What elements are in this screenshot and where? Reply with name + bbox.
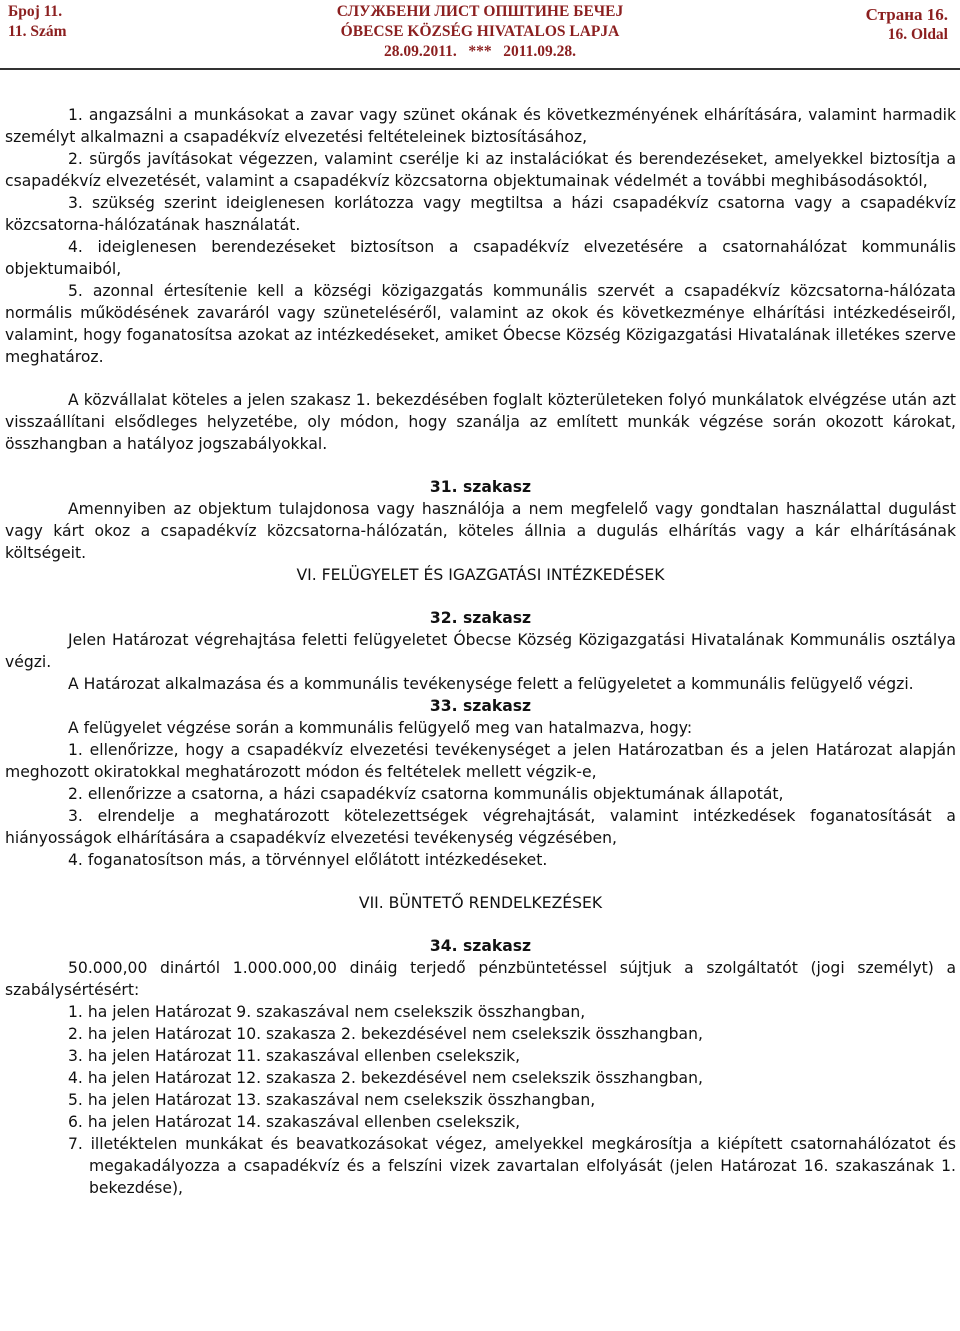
chapter-title: VII. BÜNTETŐ RENDELKEZÉSEK — [358, 894, 603, 912]
list-item: 6. ha jelen Határozat 14. szakaszával ellenben cselekszik, — [68, 1113, 521, 1131]
section-title: 31. szakasz — [429, 478, 532, 496]
list-item: 7. illetéktelen munkákat és beavatkozásokat végez, amelyekkel megkárosítja a kiépített csatornahálózatot és megakadályozza a csapadékvíz és a felszíni vizek zavartalan elfolyását (jelen Határozat 16. szakaszának 1. bekezdése), — [68, 1135, 956, 1197]
page-number-serbian: Страна 16. — [865, 5, 948, 24]
paragraph: 50.000,00 dinártól 1.000.000,00 dináig terjedő pénzbüntetéssel sújtjuk a szolgáltatót (jogi személyt) a szabálysértésért: — [5, 959, 956, 999]
list-item: 1. ha jelen Határozat 9. szakaszával nem cselekszik összhangban, — [68, 1003, 586, 1021]
list-item: 3. elrendelje a meghatározott kötelezettségek végrehajtását, valamint intézkedések foganatosítását a hiányosságok elhárítására a csapadékvíz elvezetési tevékenység végzésében, — [5, 807, 956, 847]
section-title: 33. szakasz — [429, 697, 532, 715]
publication-title-serbian: СЛУЖБЕНИ ЛИСТ ОПШТИНЕ БЕЧЕЈ — [336, 3, 624, 20]
chapter-title: VI. FELÜGYELET ÉS IGAZGATÁSI INTÉZKEDÉSEK — [296, 566, 665, 584]
publication-date: 28.09.2011. *** 2011.09.28. — [383, 43, 577, 60]
page-number — [866, 5, 948, 45]
header-divider — [0, 68, 960, 70]
list-item: 5. azonnal értesítenie kell a községi közigazgatás kommunális szervét a csapadékvíz közcsatorna-hálózata normális működésének zavaráról vagy szüneteléséről, valamint az okok és következménye elhárítási intézkedéseiről, valamint, hogy foganatosítsa azokat az intézkedéseket, amiket Óbecse Község Közigazgatási Hivatalának illetékes szerve meghatároz. — [5, 282, 956, 366]
list-item: 3. szükség szerint ideiglenesen korlátozza vagy megtiltsa a házi csapadékvíz csatorna vagy a csapadékvíz közcsatorna-hálózatának használatát. — [5, 194, 956, 234]
publication-title-hungarian: ÓBECSE KÖZSÉG HIVATALOS LAPJA — [340, 23, 620, 40]
publication-title — [280, 2, 680, 62]
list-item: 1. ellenőrizze, hogy a csapadékvíz elvezetési tevékenységet a jelen Határozatban és a jelen Határozat alapján meghozott okiratokkal meghatározott módon és feltételek mellett végzik-e, — [5, 741, 956, 781]
list-item: 4. ideiglenesen berendezéseket biztosítson a csapadékvíz elvezetésére a csatornahálózat kommunális objektumaiból, — [5, 238, 956, 278]
list-item: 2. sürgős javításokat végezzen, valamint cserélje ki az instalációkat és berendezéseket, amelyekkel biztosítja a csapadékvíz elvezetését, valamint a csapadékvíz közcsatorna objektumainak védelmét a további meghibásodásoktól, — [5, 150, 956, 190]
list-item: 5. ha jelen Határozat 13. szakaszával nem cselekszik összhangban, — [68, 1091, 596, 1109]
section-title: 34. szakasz — [429, 937, 532, 955]
list-item: 2. ellenőrizze a csatorna, a házi csapadékvíz csatorna kommunális objektumának állapotát, — [68, 785, 784, 803]
paragraph: Amennyiben az objektum tulajdonosa vagy használója a nem megfelelő vagy gondtalan használattal dugulást vagy kárt okoz a csapadékvíz közcsatorna-hálózatán, köteles állnia a dugulás elhárítás vagy a kár elhárításának költségeit. — [5, 500, 956, 562]
page-number-hungarian: 16. Oldal — [887, 26, 948, 43]
paragraph: A közvállalat köteles a jelen szakasz 1. bekezdésében foglalt közterületeken folyó munkálatok elvégzése után azt visszaállítani elsődleges helyzetébe, oly módon, hogy szanálja az említett munkák végzése során okozott károkat, összhangban a hatályoz jogszabályokkal. — [5, 391, 956, 453]
issue-number-hungarian: 11. Szám — [8, 23, 67, 40]
document-body — [5, 104, 956, 1199]
page-header — [0, 0, 960, 64]
list-item: 4. ha jelen Határozat 12. szakasza 2. bekezdésével nem cselekszik összhangban, — [68, 1069, 703, 1087]
paragraph: Jelen Határozat végrehajtása feletti felügyeletet Óbecse Község Közigazgatási Hivatalának Kommunális osztálya végzi. — [5, 631, 956, 671]
paragraph: A felügyelet végzése során a kommunális felügyelő meg van hatalmazva, hogy: — [68, 719, 693, 737]
list-item: 2. ha jelen Határozat 10. szakasza 2. bekezdésével nem cselekszik összhangban, — [68, 1025, 703, 1043]
section-title: 32. szakasz — [429, 609, 532, 627]
issue-number — [8, 2, 67, 42]
list-item: 4. foganatosítson más, a törvénnyel előlátott intézkedéseket. — [68, 851, 548, 869]
list-item: 3. ha jelen Határozat 11. szakaszával ellenben cselekszik, — [68, 1047, 521, 1065]
list-item: 1. angazsálni a munkásokat a zavar vagy szünet okának és következményének elhárítására, valamint harmadik személyt alkalmazni a csapadékvíz elvezetési feltételeinek biztosításához, — [5, 106, 956, 146]
issue-number-serbian: Број 11. — [8, 3, 63, 20]
paragraph: A Határozat alkalmazása és a kommunális tevékenysége felett a felügyeletet a kommunális felügyelő végzi. — [68, 675, 914, 693]
